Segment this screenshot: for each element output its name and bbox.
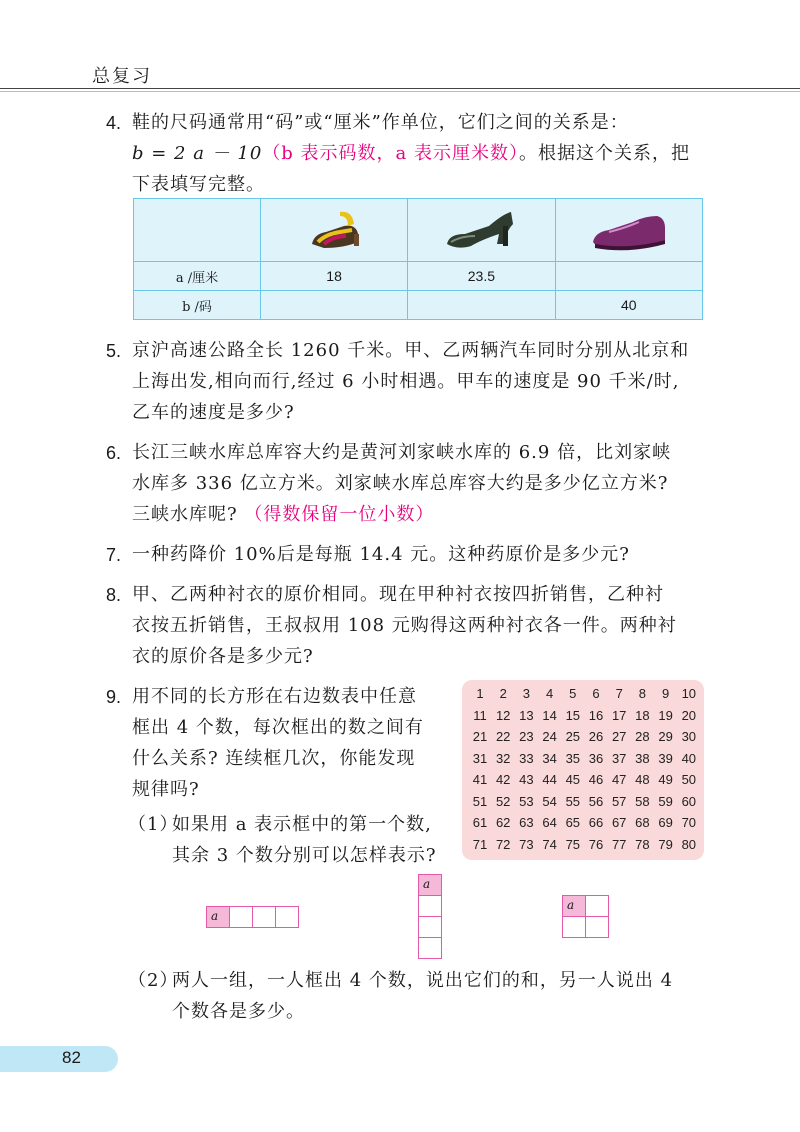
grid-number: 72 bbox=[495, 836, 511, 852]
grid-number: 64 bbox=[542, 815, 557, 830]
grid-number: 73 bbox=[519, 836, 534, 852]
grid-number: 1 bbox=[476, 686, 484, 701]
grid-number: 67 bbox=[611, 815, 627, 830]
q4-line3: 下表填写完整。 bbox=[132, 174, 265, 195]
q9-line: 什么关系? 连续框几次，你能发现 bbox=[132, 748, 416, 769]
header-rule bbox=[0, 88, 800, 89]
grid-number: 75 bbox=[565, 836, 581, 852]
grid-number: 37 bbox=[611, 750, 627, 766]
grid-number: 59 bbox=[658, 793, 673, 809]
grid-number: 42 bbox=[495, 772, 511, 787]
grid-number: 58 bbox=[635, 793, 650, 809]
grid-number: 22 bbox=[495, 729, 511, 744]
grid-number: 36 bbox=[588, 750, 604, 766]
grid-number: 79 bbox=[658, 836, 673, 852]
grid-number: 52 bbox=[495, 793, 511, 809]
grid-number: 18 bbox=[635, 707, 650, 723]
sandal-icon bbox=[304, 204, 364, 254]
q9-sub2-number: （2） bbox=[128, 970, 179, 991]
vertical-frame-cell bbox=[418, 874, 442, 896]
horizontal-frame-cell bbox=[252, 906, 276, 928]
q9-line: 规律吗? bbox=[132, 779, 200, 800]
grid-number: 32 bbox=[495, 750, 511, 766]
b-value-cell[interactable]: 40 bbox=[555, 291, 702, 320]
grid-number: 55 bbox=[565, 793, 581, 809]
grid-number: 65 bbox=[565, 815, 581, 830]
horizontal-frame-cell bbox=[206, 906, 230, 928]
grid-number: 31 bbox=[472, 750, 488, 766]
grid-number: 56 bbox=[588, 793, 604, 809]
q7-line: 一种药降价 10%后是每瓶 14.4 元。这种药原价是多少元? bbox=[132, 544, 630, 565]
grid-number: 61 bbox=[472, 815, 488, 830]
grid-number: 60 bbox=[681, 793, 697, 809]
grid-number: 25 bbox=[565, 729, 581, 744]
a-value-cell[interactable]: 23.5 bbox=[408, 262, 555, 291]
section-title: 总复习 bbox=[92, 66, 152, 87]
grid-number: 77 bbox=[611, 836, 627, 852]
grid-number: 76 bbox=[588, 836, 604, 852]
grid-number: 16 bbox=[588, 707, 604, 723]
grid-number: 46 bbox=[588, 772, 604, 787]
shoe-image-cell bbox=[260, 199, 407, 262]
q4-line2 bbox=[132, 143, 690, 165]
q9-sub2-line1: 两人一组，一人框出 4 个数，说出它们的和，另一人说出 4 bbox=[172, 970, 674, 991]
frame-a-label: a bbox=[567, 898, 575, 912]
square-frame-cell bbox=[585, 916, 609, 938]
grid-number: 3 bbox=[522, 686, 530, 701]
grid-number: 14 bbox=[542, 707, 557, 723]
page-number: 82 bbox=[62, 1048, 81, 1067]
q6-line3-text: 三峡水库呢? bbox=[132, 504, 238, 525]
grid-number: 38 bbox=[635, 750, 650, 766]
q9-line: 用不同的长方形在右边数表中任意 bbox=[132, 686, 417, 707]
q5-line: 乙车的速度是多少? bbox=[132, 402, 295, 423]
q8-line: 衣的原价各是多少元? bbox=[132, 646, 314, 667]
horizontal-frame-cell bbox=[229, 906, 253, 928]
loafer-icon bbox=[589, 204, 669, 254]
grid-number: 2 bbox=[499, 686, 507, 701]
grid-number: 4 bbox=[545, 686, 554, 701]
vertical-frame-cell bbox=[418, 937, 442, 959]
square-frame-cell bbox=[585, 895, 609, 917]
q8-number: 8. bbox=[106, 585, 122, 605]
grid-number: 9 bbox=[661, 686, 670, 701]
grid-number: 69 bbox=[658, 815, 673, 830]
number-grid bbox=[462, 680, 704, 860]
shoe-image-cell bbox=[408, 199, 555, 262]
grid-number: 19 bbox=[658, 707, 673, 723]
q6-line: 水库多 336 亿立方米。刘家峡水库总库容大约是多少亿立方米? bbox=[132, 473, 669, 494]
square-frame-cell bbox=[562, 895, 586, 917]
q6-line3 bbox=[132, 504, 434, 526]
grid-number: 53 bbox=[519, 793, 534, 809]
q9-sub2-line2: 个数各是多少。 bbox=[172, 1001, 305, 1022]
table-corner-cell bbox=[134, 199, 261, 262]
q4-line2-tail: 。根据这个关系，把 bbox=[519, 143, 691, 164]
grid-number: 68 bbox=[635, 815, 650, 830]
q5-line: 上海出发,相向而行,经过 6 小时相遇。甲车的速度是 90 千米/时, bbox=[132, 371, 680, 392]
grid-number: 10 bbox=[681, 686, 697, 701]
q9-number: 9. bbox=[106, 687, 122, 707]
vertical-frame-cell bbox=[418, 895, 442, 917]
q6-note: （得数保留一位小数） bbox=[244, 504, 435, 525]
row-b-label: b /码 bbox=[134, 291, 261, 320]
high-heel-icon bbox=[441, 204, 521, 254]
grid-number: 70 bbox=[681, 815, 697, 830]
grid-number: 24 bbox=[542, 729, 557, 744]
grid-number: 8 bbox=[638, 686, 646, 701]
grid-number: 17 bbox=[611, 707, 627, 723]
grid-number: 40 bbox=[681, 750, 697, 766]
square-frame-cell bbox=[562, 916, 586, 938]
q8-line: 衣按五折销售，王叔叔用 108 元购得这两种衬衣各一件。两种衬 bbox=[132, 615, 677, 636]
grid-number: 43 bbox=[519, 772, 534, 787]
grid-number: 30 bbox=[681, 729, 697, 744]
q7-number: 7. bbox=[106, 545, 122, 565]
grid-number: 6 bbox=[592, 686, 600, 701]
b-value-cell[interactable] bbox=[408, 291, 555, 320]
q6-number: 6. bbox=[106, 443, 122, 463]
vertical-frame-cell bbox=[418, 916, 442, 938]
grid-number: 26 bbox=[588, 729, 604, 744]
grid-number: 23 bbox=[519, 729, 534, 744]
b-value-cell[interactable] bbox=[260, 291, 407, 320]
q4-number: 4. bbox=[106, 113, 122, 133]
grid-number: 13 bbox=[519, 707, 534, 723]
grid-number: 51 bbox=[472, 793, 488, 809]
q9-sub1-number: （1） bbox=[128, 814, 179, 835]
grid-number: 57 bbox=[611, 793, 627, 809]
grid-number: 74 bbox=[542, 836, 557, 852]
grid-number: 63 bbox=[519, 815, 534, 830]
shoe-size-table bbox=[133, 198, 703, 320]
q4-note: （b 表示码数，a 表示厘米数） bbox=[262, 143, 520, 164]
row-a-label: a /厘米 bbox=[134, 262, 261, 291]
grid-number: 54 bbox=[542, 793, 557, 809]
q5-number: 5. bbox=[106, 341, 122, 361]
grid-number: 7 bbox=[615, 686, 623, 701]
grid-number: 66 bbox=[588, 815, 604, 830]
horizontal-frame-cell bbox=[275, 906, 299, 928]
grid-number: 48 bbox=[635, 772, 650, 787]
grid-number: 47 bbox=[611, 772, 627, 787]
grid-number: 71 bbox=[472, 836, 488, 852]
grid-number: 27 bbox=[611, 729, 627, 744]
q9-sub1-line1: 如果用 a 表示框中的第一个数, bbox=[172, 814, 432, 835]
q9-line: 框出 4 个数，每次框出的数之间有 bbox=[132, 717, 424, 738]
grid-number: 45 bbox=[565, 772, 581, 787]
grid-number: 21 bbox=[472, 729, 488, 744]
q4-formula: b = 2 a － 10 bbox=[132, 143, 263, 164]
grid-number: 29 bbox=[658, 729, 673, 744]
grid-number: 78 bbox=[635, 836, 650, 852]
header-rule-secondary bbox=[0, 91, 800, 92]
grid-number: 20 bbox=[681, 707, 697, 723]
grid-number: 33 bbox=[519, 750, 534, 766]
grid-number: 50 bbox=[681, 772, 697, 787]
grid-number: 80 bbox=[681, 836, 697, 852]
q6-line: 长江三峡水库总库容大约是黄河刘家峡水库的 6.9 倍，比刘家峡 bbox=[132, 442, 672, 463]
grid-number: 44 bbox=[542, 772, 557, 787]
grid-number: 28 bbox=[635, 729, 650, 744]
shoe-image-cell bbox=[555, 199, 702, 262]
grid-number: 41 bbox=[472, 772, 488, 787]
grid-number: 62 bbox=[495, 815, 511, 830]
q5-line: 京沪高速公路全长 1260 千米。甲、乙两辆汽车同时分别从北京和 bbox=[132, 340, 690, 361]
frame-a-label: a bbox=[211, 909, 219, 923]
q8-line: 甲、乙两种衬衣的原价相同。现在甲种衬衣按四折销售，乙种衬 bbox=[132, 584, 664, 605]
frame-a-label: a bbox=[423, 877, 431, 891]
grid-number: 34 bbox=[542, 750, 557, 766]
grid-number: 12 bbox=[495, 707, 511, 723]
q4-line1: 鞋的尺码通常用“码”或“厘米”作单位，它们之间的关系是： bbox=[132, 112, 629, 133]
grid-number: 5 bbox=[569, 686, 577, 701]
grid-number: 11 bbox=[473, 707, 487, 723]
grid-number: 35 bbox=[565, 750, 581, 766]
page-number-tab bbox=[0, 1046, 118, 1072]
grid-number: 15 bbox=[565, 707, 581, 723]
q9-sub1-line2: 其余 3 个数分别可以怎样表示? bbox=[172, 845, 437, 866]
grid-number: 39 bbox=[658, 750, 673, 766]
grid-number: 49 bbox=[658, 772, 673, 787]
a-value-cell[interactable]: 18 bbox=[260, 262, 407, 291]
a-value-cell[interactable] bbox=[555, 262, 702, 291]
